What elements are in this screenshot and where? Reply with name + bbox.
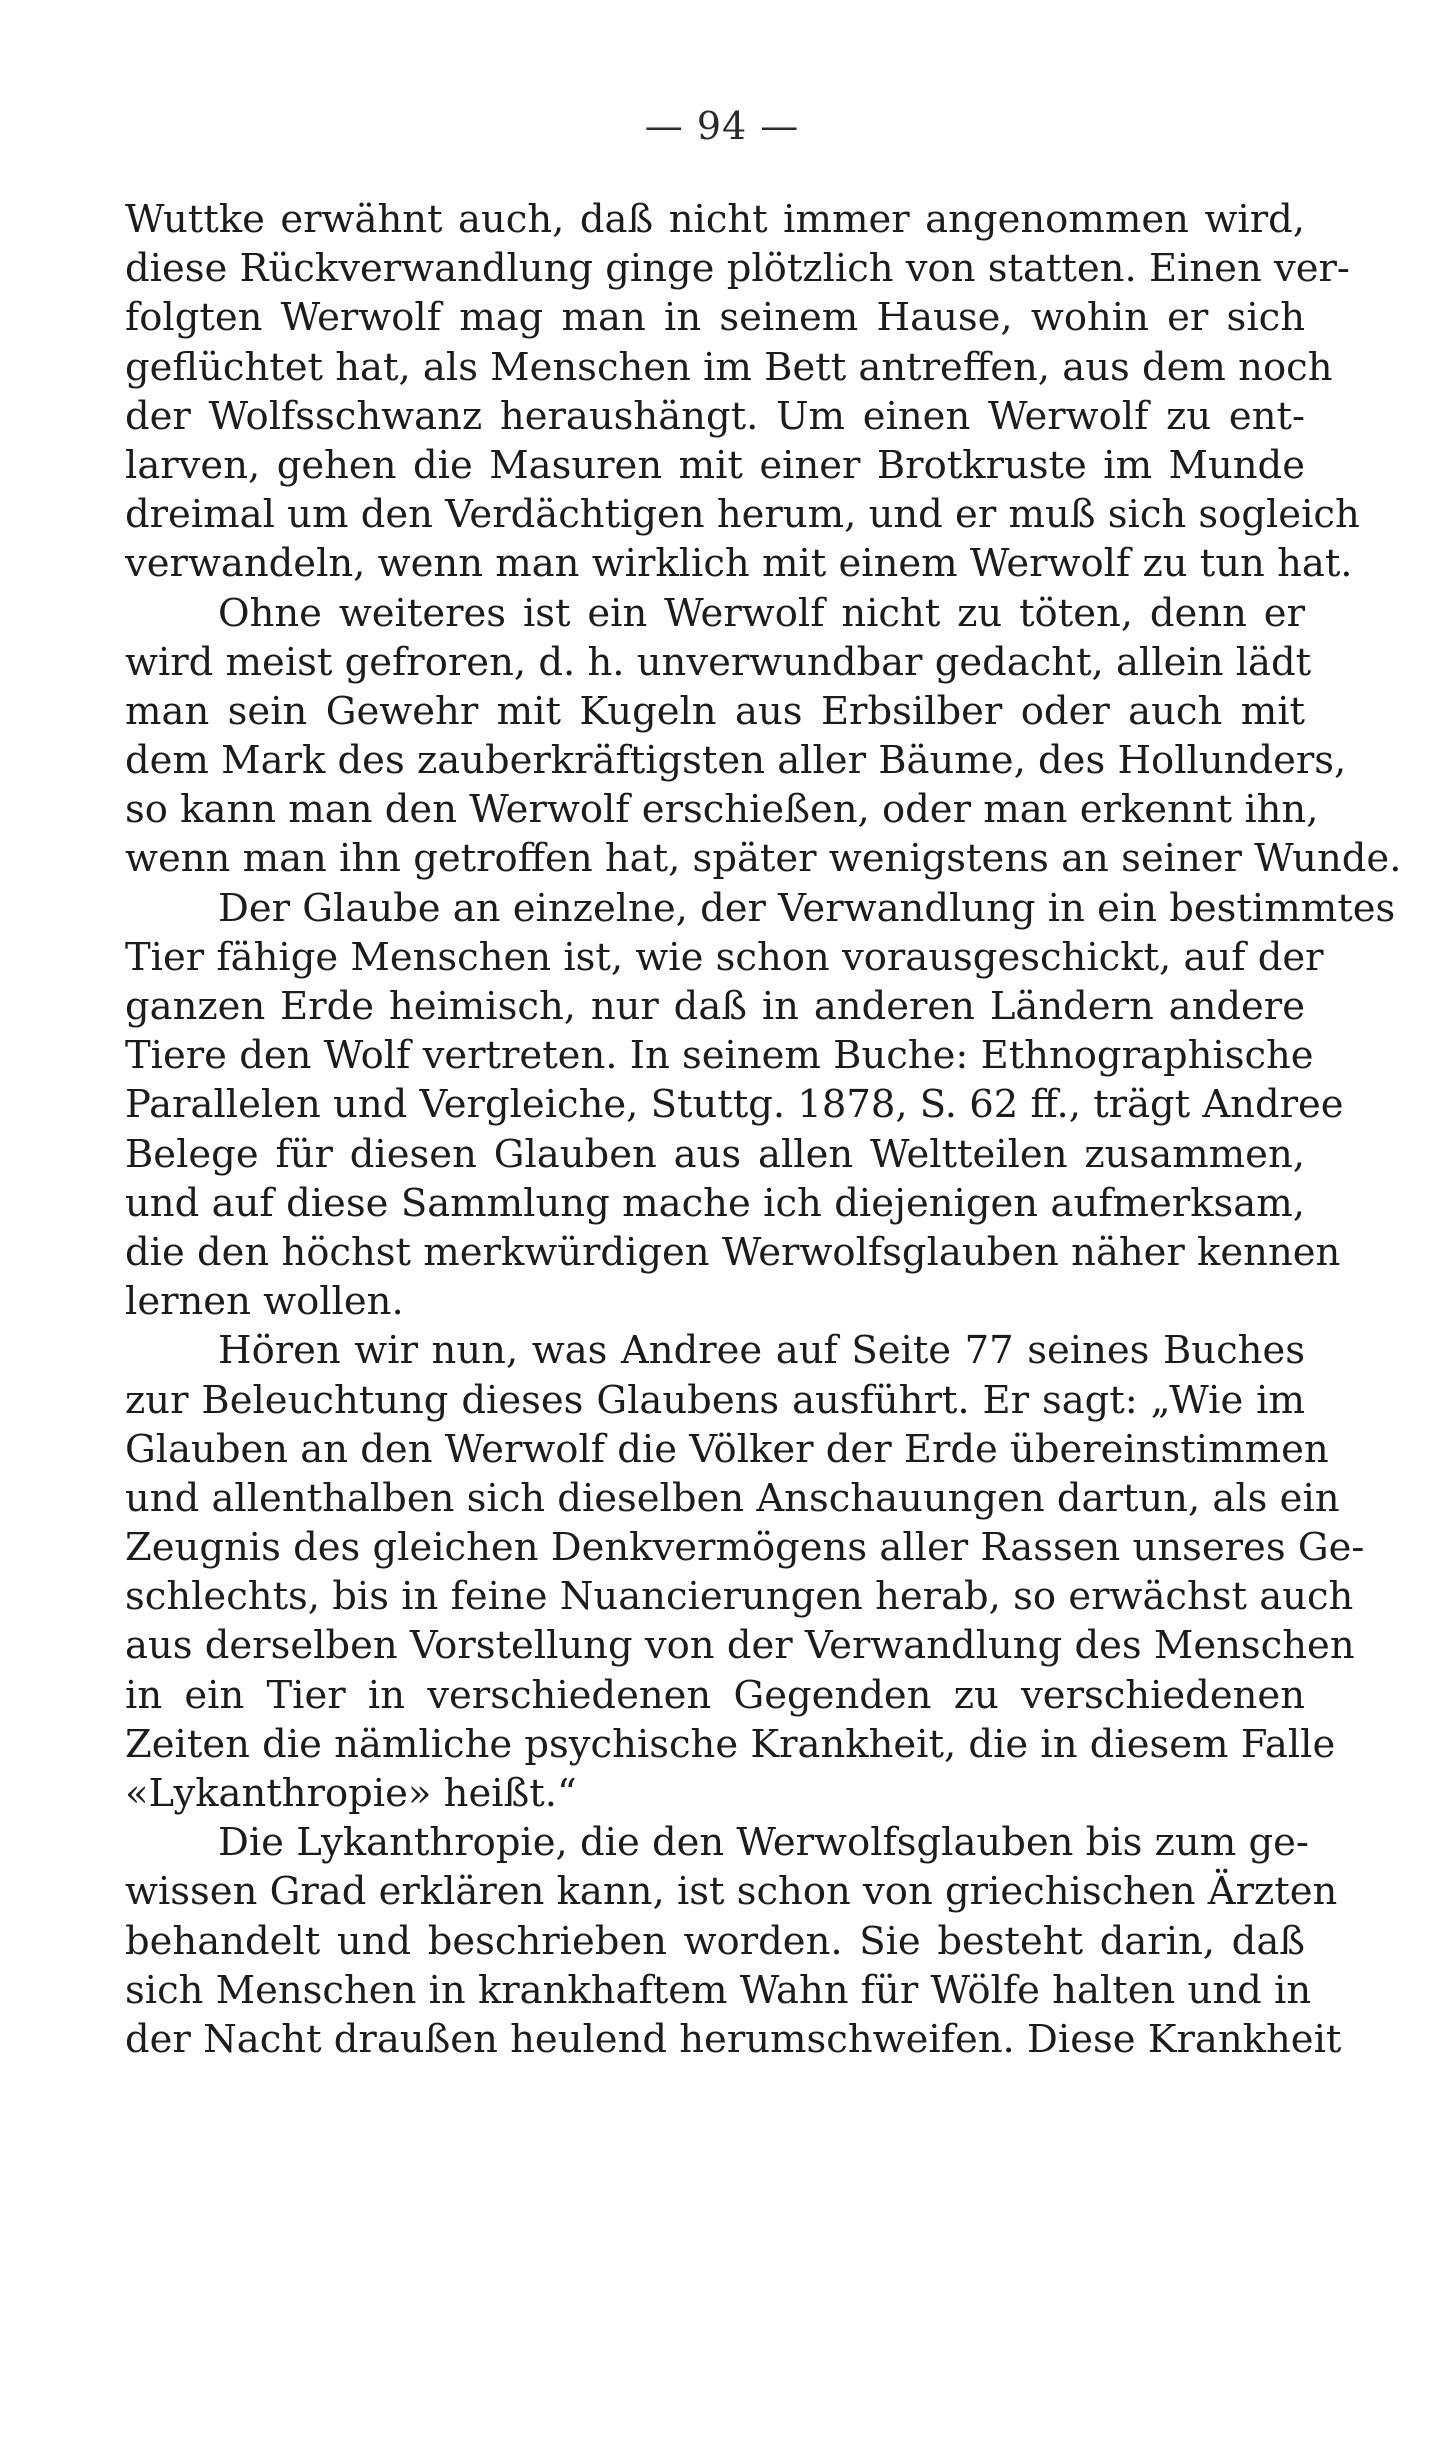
text-line: dem Mark des zauberkräftigsten aller Bäume, des Hollunders,	[125, 738, 1347, 784]
paragraph	[125, 1818, 1342, 2064]
text-line: Zeiten die nämliche psychische Krankheit, die in diesem Falle	[125, 1721, 1336, 1767]
text-line: wird meist gefroren, d. h. unverwundbar gedacht, allein lädt	[125, 639, 1312, 685]
text-line: folgten Werwolf mag man in seinem Hause, wohin er sich	[125, 295, 1305, 341]
text-line: Tier fähige Menschen ist, wie schon vorausgeschickt, auf der	[125, 934, 1324, 980]
text-line: und auf diese Sammlung mache ich diejenigen aufmerksam,	[125, 1180, 1305, 1226]
text-line: wissen Grad erklären kann, ist schon von griechischen Ärzten	[125, 1869, 1338, 1915]
text-line: schlechts, bis in feine Nuancierungen herab, so erwächst auch	[125, 1574, 1354, 1620]
text-line: diese Rückverwandlung ginge plötzlich von statten. Einen ver-	[125, 246, 1350, 292]
text-line: Der Glaube an einzelne, der Verwandlung in ein bestimmtes	[218, 885, 1396, 931]
text-line: Wuttke erwähnt auch, daß nicht immer angenommen wird,	[125, 197, 1305, 242]
text-line: Ohne weiteres ist ein Werwolf nicht zu töten, denn er	[218, 590, 1305, 636]
text-line: Parallelen und Vergleiche, Stuttg. 1878, S. 62 ff., trägt Andree	[125, 1082, 1344, 1128]
text-line: ganzen Erde heimisch, nur daß in anderen Ländern andere	[125, 984, 1305, 1029]
text-line: larven, gehen die Masuren mit einer Brotkruste im Munde	[125, 442, 1305, 488]
text-line: Zeugnis des gleichen Denkvermögens aller Rassen unseres Ge-	[125, 1525, 1365, 1571]
paragraph	[125, 884, 1396, 1327]
text-line: der Nacht draußen heulend herumschweifen. Diese Krankheit	[125, 2016, 1342, 2062]
text-line: Hören wir nun, was Andree auf Seite 77 seines Buches	[218, 1328, 1305, 1374]
text-line: die den höchst merkwürdigen Werwolfsglauben näher kennen	[125, 1229, 1341, 1275]
text-line: aus derselben Vorstellung von der Verwandlung des Menschen	[125, 1623, 1355, 1669]
text-line: in ein Tier in verschiedenen Gegenden zu verschiedenen	[125, 1672, 1305, 1718]
paragraph	[125, 1326, 1365, 1818]
text-line: man sein Gewehr mit Kugeln aus Erbsilber oder auch mit	[125, 688, 1305, 734]
text-line: Belege für diesen Glauben aus allen Weltteilen zusammen,	[125, 1131, 1305, 1177]
text-line: behandelt und beschrieben worden. Sie besteht darin, daß	[125, 1918, 1305, 1964]
text-line: so kann man den Werwolf erschießen, oder man erkennt ihn,	[125, 787, 1319, 833]
text-line: verwandeln, wenn man wirklich mit einem Werwolf zu tun hat.	[125, 541, 1353, 587]
text-line: «Lykanthropie» heißt.“	[125, 1771, 577, 1816]
text-line: zur Beleuchtung dieses Glaubens ausführt. Er sagt: „Wie im	[125, 1377, 1305, 1423]
text-line: der Wolfsschwanz heraushängt. Um einen Werwolf zu ent-	[125, 393, 1305, 439]
text-line: und allenthalben sich dieselben Anschauungen dartun, als ein	[125, 1475, 1340, 1521]
text-line: Die Lykanthropie, die den Werwolfsglauben bis zum ge-	[218, 1820, 1309, 1866]
paragraph	[125, 195, 1360, 589]
page-number: — 94 —	[644, 104, 800, 148]
text-line: dreimal um den Verdächtigen herum, und er muß sich sogleich	[125, 492, 1360, 538]
text-line: Tiere den Wolf vertreten. In seinem Buche: Ethnographische	[125, 1033, 1314, 1079]
body-text	[125, 195, 1402, 2064]
text-line: geflüchtet hat, als Menschen im Bett antreffen, aus dem noch	[125, 344, 1333, 390]
text-line: Glauben an den Werwolf die Völker der Erde übereinstimmen	[125, 1426, 1329, 1472]
text-line: sich Menschen in krankhaftem Wahn für Wölfe halten und in	[125, 1967, 1312, 2013]
paragraph	[125, 589, 1402, 884]
text-line: lernen wollen.	[125, 1279, 404, 1325]
text-line: wenn man ihn getroffen hat, später wenigstens an seiner Wunde.	[125, 836, 1402, 882]
